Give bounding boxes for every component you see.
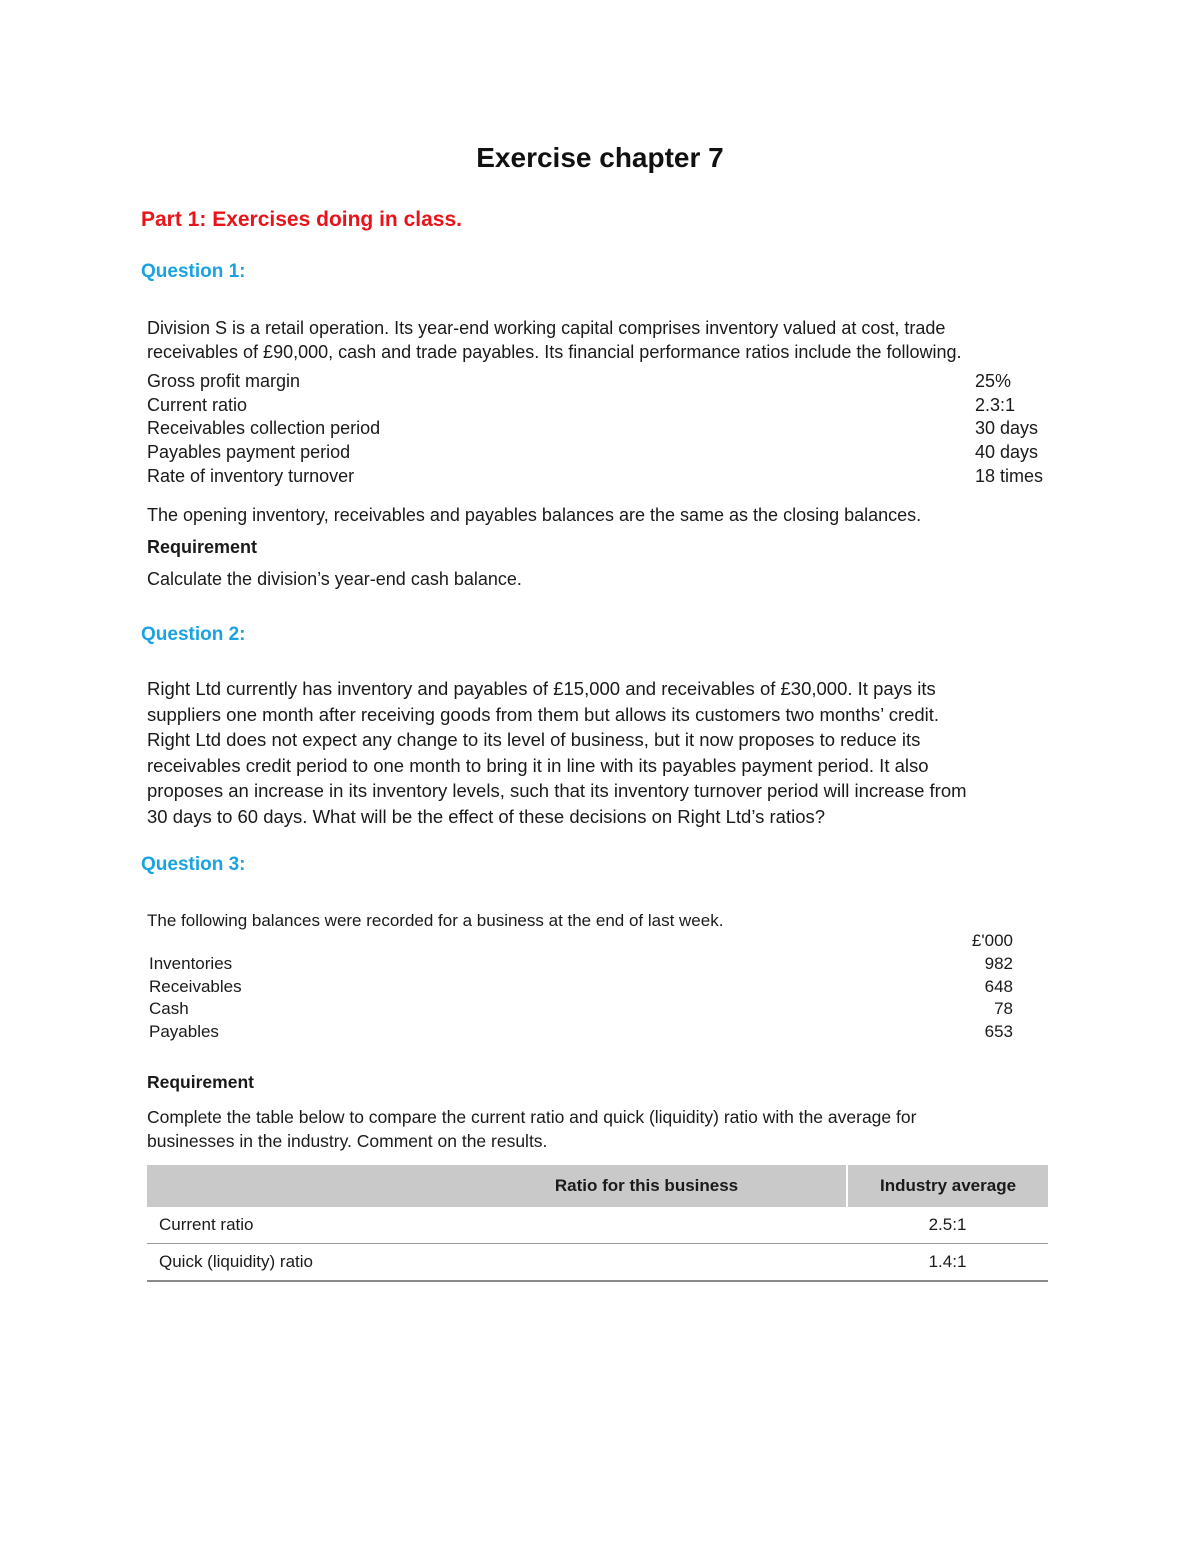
question-2-line: receivables credit period to one month to bring it in line with its payables payment period. It also <box>147 754 929 776</box>
page-title: Exercise chapter 7 <box>476 142 724 173</box>
balance-value: 648 <box>984 977 1013 996</box>
table-header-blank <box>147 1165 447 1207</box>
balance-unit-row <box>149 929 1013 952</box>
balance-label: Inventories <box>149 954 233 973</box>
table-cell-business <box>447 1207 847 1244</box>
balance-label: Receivables <box>149 977 242 996</box>
ratio-label: Current ratio <box>147 395 248 415</box>
balance-row <box>149 952 1013 975</box>
ratio-row <box>147 464 1052 488</box>
question-3-heading: Question 3: <box>141 854 246 875</box>
question-1-requirement-label: Requirement <box>147 537 258 557</box>
question-3-intro: The following balances were recorded for a business at the end of last week. <box>147 911 724 930</box>
balance-label: Payables <box>149 1022 219 1041</box>
balance-value: 78 <box>994 999 1013 1018</box>
ratio-value: 2.3:1 <box>975 395 1016 415</box>
question-2-line: Right Ltd does not expect any change to its level of business, but it now proposes to reduce its <box>147 729 921 750</box>
table-cell-industry: 2.5:1 <box>847 1207 1048 1244</box>
table-cell-industry: 1.4:1 <box>847 1244 1048 1282</box>
question-3-requirement-label: Requirement <box>147 1072 254 1092</box>
table-header-business: Ratio for this business <box>447 1165 847 1207</box>
table-row <box>147 1244 1048 1282</box>
ratio-row <box>147 393 1052 417</box>
balance-row <box>149 975 1013 998</box>
question-1-requirement-text: Calculate the division’s year-end cash balance. <box>147 569 522 589</box>
ratio-row <box>147 440 1052 464</box>
table-cell-name: Current ratio <box>147 1207 447 1244</box>
table-header-row <box>147 1165 1048 1207</box>
table-row <box>147 1207 1048 1244</box>
question-2-heading: Question 2: <box>141 624 246 645</box>
ratio-value: 30 days <box>975 418 1039 438</box>
ratio-label: Rate of inventory turnover <box>147 466 355 486</box>
ratio-label: Gross profit margin <box>147 371 301 391</box>
question-2-body <box>147 676 1062 829</box>
question-1-intro <box>147 316 1062 364</box>
balance-row <box>149 997 1013 1020</box>
question-1-heading: Question 1: <box>141 261 246 282</box>
ratio-value: 25% <box>975 371 1012 391</box>
balance-row <box>149 1020 1013 1043</box>
part-heading: Part 1: Exercises doing in class. <box>141 208 462 231</box>
ratio-label: Payables payment period <box>147 442 351 462</box>
question-1-note: The opening inventory, receivables and payables balances are the same as the closing balances. <box>147 505 922 525</box>
question-3-requirement-text <box>147 1105 1062 1153</box>
question-3-requirement-line: businesses in the industry. Comment on the results. <box>147 1131 548 1151</box>
ratio-label: Receivables collection period <box>147 418 381 438</box>
table-cell-name: Quick (liquidity) ratio <box>147 1244 447 1282</box>
ratio-value: 18 times <box>975 466 1044 486</box>
question-1-intro-line: Division S is a retail operation. Its year-end working capital comprises inventory valued at cost, trade <box>147 318 946 338</box>
question-1-intro-line: receivables of £90,000, cash and trade payables. Its financial performance ratios include the following. <box>147 342 962 362</box>
table-cell-business <box>447 1244 847 1282</box>
balance-unit-header: £'000 <box>971 931 1013 950</box>
balance-value: 982 <box>984 954 1013 973</box>
balance-label: Cash <box>149 999 189 1018</box>
table-header-industry: Industry average <box>847 1165 1048 1207</box>
question-2-line: proposes an increase in its inventory levels, such that its inventory turnover period will increase from <box>147 780 967 801</box>
question-2-line: Right Ltd currently has inventory and payables of £15,000 and receivables of £30,000. It pays its <box>147 678 936 699</box>
ratio-value: 40 days <box>975 442 1039 462</box>
question-2-line: 30 days to 60 days. What will be the effect of these decisions on Right Ltd’s ratios? <box>147 805 826 827</box>
ratio-row <box>147 416 1052 440</box>
comparison-table <box>147 1165 1048 1282</box>
balance-value: 653 <box>984 1022 1013 1041</box>
question-3-requirement-line: Complete the table below to compare the current ratio and quick (liquidity) ratio with the average for <box>147 1107 917 1127</box>
question-2-line: suppliers one month after receiving goods from them but allows its customers two months’ credit. <box>147 703 940 725</box>
ratio-row <box>147 369 1052 393</box>
